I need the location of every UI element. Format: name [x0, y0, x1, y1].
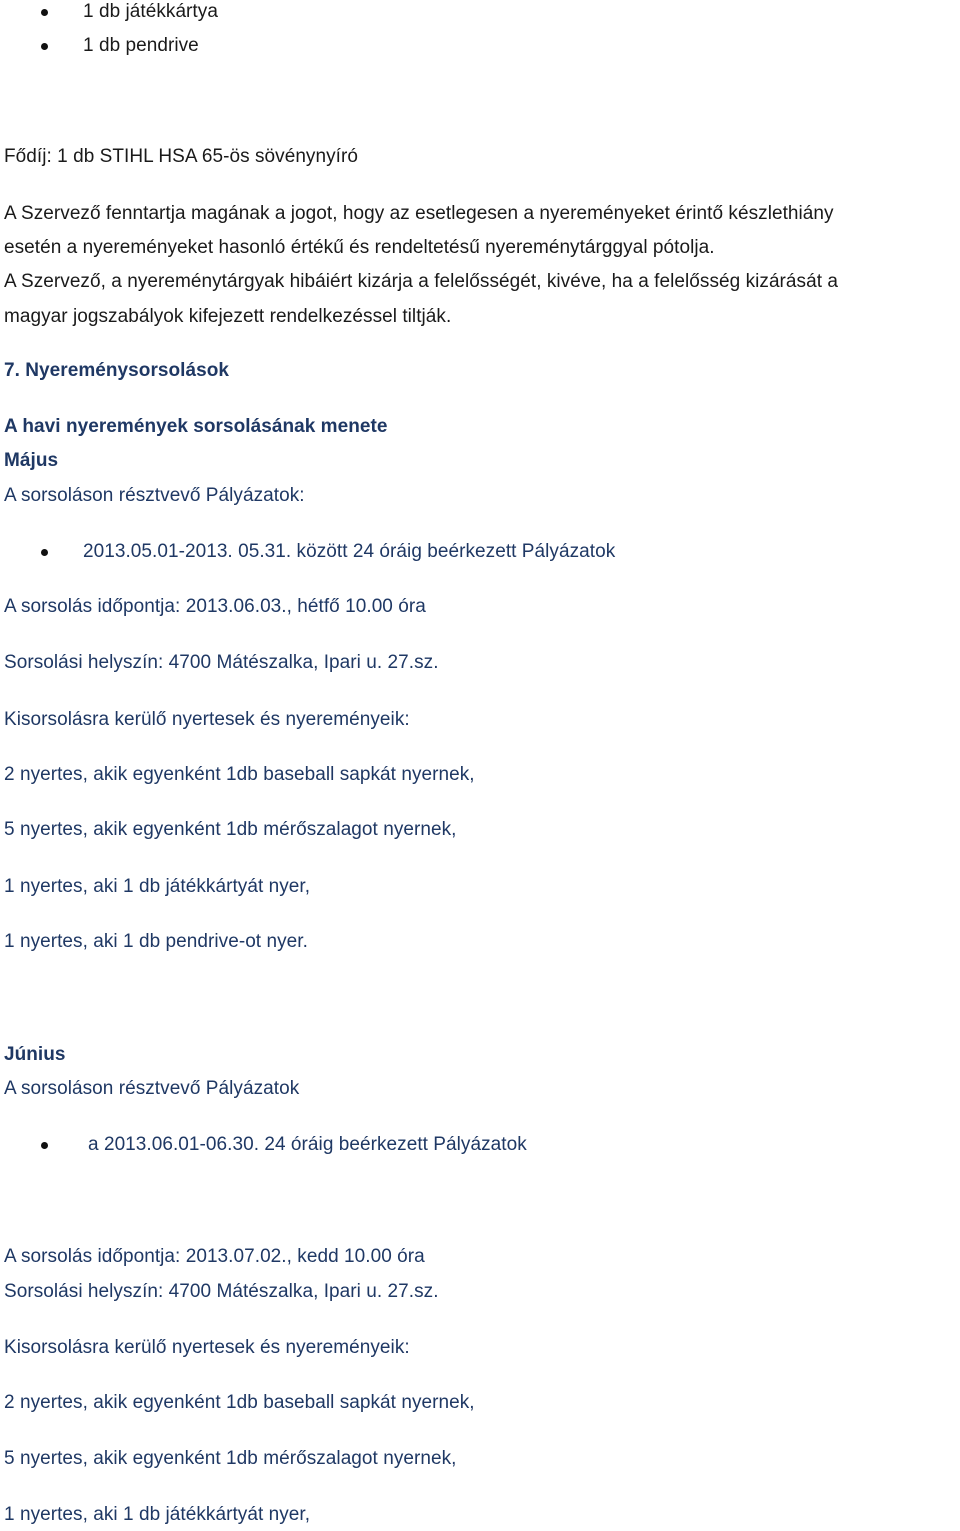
winner-line: 5 nyertes, akik egyenként 1db mérőszalagot nyernek, [4, 819, 457, 840]
month-heading-june: Június [4, 1044, 66, 1065]
winners-label: Kisorsolásra kerülő nyertesek és nyereményeik: [4, 709, 410, 730]
winner-line: 1 nyertes, aki 1 db játékkártyát nyer, [4, 876, 311, 897]
participants-item: 2013.05.01-2013. 05.31. között 24 óráig beérkezett Pályázatok [83, 541, 616, 562]
draw-date: A sorsolás időpontja: 2013.07.02., kedd 10.00 óra [4, 1246, 425, 1267]
grand-prize-line: Fődíj: 1 db STIHL HSA 65-ös sövénynyíró [4, 146, 358, 167]
draw-location: Sorsolási helyszín: 4700 Mátészalka, Ipari u. 27.sz. [4, 652, 439, 673]
draw-date: A sorsolás időpontja: 2013.06.03., hétfő 10.00 óra [4, 596, 426, 617]
paragraph-line: magyar jogszabályok kifejezett rendelkezéssel tiltják. [4, 306, 452, 327]
participants-label: A sorsoláson résztvevő Pályázatok: [4, 485, 305, 506]
bullet-icon [41, 9, 48, 16]
participants-item: a 2013.06.01-06.30. 24 óráig beérkezett Pályázatok [88, 1134, 527, 1155]
winner-line: 2 nyertes, akik egyenként 1db baseball sapkát nyernek, [4, 1392, 475, 1413]
list-item: 1 db pendrive [83, 35, 199, 56]
section-heading: 7. Nyereménysorsolások [4, 360, 229, 381]
paragraph-line: A Szervező fenntartja magának a jogot, hogy az esetlegesen a nyereményeket érintő készlethiány [4, 203, 834, 224]
paragraph-line: esetén a nyereményeket hasonló értékű és rendeltetésű nyereménytárggyal pótolja. [4, 237, 715, 258]
winner-line: 1 nyertes, aki 1 db pendrive-ot nyer. [4, 931, 308, 952]
bullet-icon [41, 43, 48, 50]
winner-line: 5 nyertes, akik egyenként 1db mérőszalagot nyernek, [4, 1448, 457, 1469]
bullet-icon [41, 549, 48, 556]
draw-location: Sorsolási helyszín: 4700 Mátészalka, Ipari u. 27.sz. [4, 1281, 439, 1302]
subheading: A havi nyeremények sorsolásának menete [4, 416, 388, 437]
winners-label: Kisorsolásra kerülő nyertesek és nyereményeik: [4, 1337, 410, 1358]
paragraph-line: A Szervező, a nyereménytárgyak hibáiért kizárja a felelősségét, kivéve, ha a felelősség kizárását a [4, 271, 838, 292]
bullet-icon [41, 1142, 48, 1149]
list-item: 1 db játékkártya [83, 1, 218, 22]
winner-line: 1 nyertes, aki 1 db játékkártyát nyer, [4, 1504, 311, 1525]
participants-label: A sorsoláson résztvevő Pályázatok [4, 1078, 300, 1099]
winner-line: 2 nyertes, akik egyenként 1db baseball sapkát nyernek, [4, 764, 475, 785]
month-heading-may: Május [4, 450, 59, 471]
